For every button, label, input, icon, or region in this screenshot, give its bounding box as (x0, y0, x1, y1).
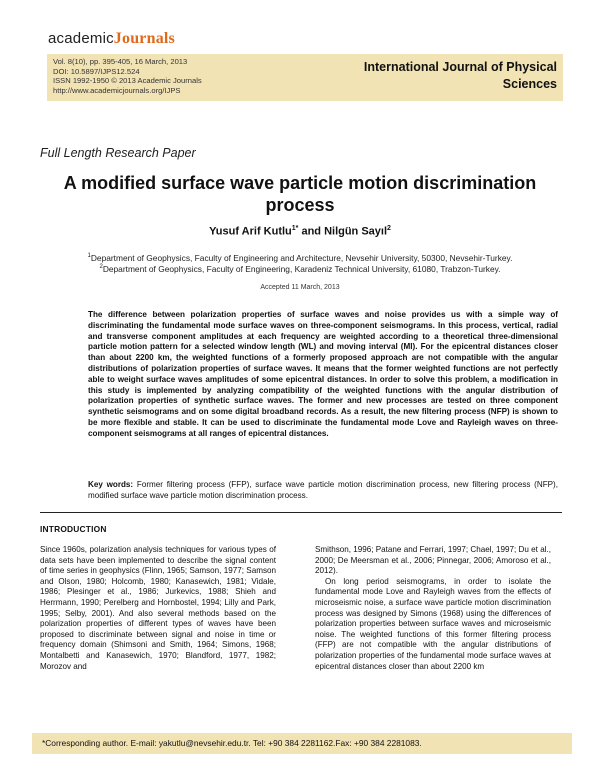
journal-header-banner (47, 54, 563, 101)
paper-type: Full Length Research Paper (40, 146, 196, 160)
introduction-heading: INTRODUCTION (40, 524, 107, 534)
accepted-date: Accepted 11 March, 2013 (260, 284, 340, 291)
keywords-label: Key words: (88, 480, 134, 489)
intro-paragraph-1-cont: Smithson, 1996; Patane and Ferrari, 1997; Chael, 1997; Du et al., 2000; De Meersman et al., 2006; Pinnegar, 2006; Amoroso et al., 2012). (315, 545, 551, 576)
author-list (40, 225, 560, 238)
affiliation-1-text: Department of Geophysics, Faculty of Engineering and Architecture, Nevsehir University, 50300, Nevsehir-Turkey. (90, 252, 513, 263)
author-1: Yusuf Arif Kutlu (209, 225, 292, 238)
author-and: and (298, 225, 325, 238)
intro-paragraph-1: Since 1960s, polarization analysis techniques for various types of data sets have been implemented to describe the signal content of time series in geophysics (Flinn, 1965; Samson, 1977; Samson and Olson, 1980; Holcomb, 1980; Kanasewich, 1981; Vidale, 1986; Plesinger et al., 1986; Jurkevics, 1988; Shieh and Herrmann, 1990; Perelberg and Hornbostel, 1994; Lilly and Park, 1995; Selby, 2001). And also several methods based on the polarization properties of different types of waves have been proposed to discriminate between signal and noise in time or frequency domain (Shimsoni and Smith, 1964; Simons, 1968; Montalbetti and Kanasewich, 1970; Blandford, 1977, 1982; Morozov and (40, 545, 276, 671)
abstract: The difference between polarization properties of surface waves and noise provides us with a simple way of discriminating the fundamental mode surface waves on three-component seismograms. In this process, vertical, radial and transverse component amplitudes at each frequency are weighted according to a theoretical three-dimensional particle motion pattern for a selected window length (WL) and moving interval (MI). For the epicentral distances closer than about 2200 km, the weighted functions of a formerly proposed approach are not compatible with the angular distributions of polarization properties of surface waves. It means that the former weighted functions are not perfectly able to weight surface waves amplitudes of some epicentral distances. In order to solve this problem, a modification in this study is implemented by analyzing compatibility of the weighted functions with the angular distribution of polarization properties of synthetic surface waves. The former and new processes are tested on three component synthetic seismograms and on some digital broadband records. As a result, the new filtering process (NFP) is shown to be more flexible and stable. It can be used to discriminate the fundamental mode Love and Rayleigh waves on three-component seismograms at all ranges of epicentral distances. (88, 310, 558, 438)
corresponding-author: *Corresponding author. E-mail: yakutlu@nevsehir.edu.tr. Tel: +90 384 2281162.Fax: +90 384 2281083. (42, 738, 422, 748)
keywords-text: Former filtering process (FFP), surface wave particle motion discrimination process, new filtering process (NFP), modified surface wave particle motion discrimination process. (88, 480, 558, 500)
meta-issn: ISSN 1992-1950 © 2013 Academic Journals (53, 76, 202, 86)
affiliation-2-text: Department of Geophysics, Faculty of Engineering, Karadeniz Technical University, 61080, Trabzon-Turkey. (102, 263, 501, 274)
affiliation-1-marker: 1 (87, 253, 91, 259)
intro-column-left (40, 545, 276, 672)
logo-suffix: Journals (113, 30, 175, 47)
logo-prefix: academic (48, 30, 114, 47)
author-2: Nilgün Sayıl (324, 225, 388, 238)
journal-name (327, 59, 557, 93)
author-1-affil: 1* (291, 225, 299, 232)
journal-name-line2: Sciences (502, 77, 557, 91)
affiliation-2 (40, 262, 560, 275)
publisher-logo (48, 30, 175, 48)
meta-volume: Vol. 8(10), pp. 395-405, 16 March, 2013 (53, 57, 188, 66)
affiliation-2-marker: 2 (99, 264, 103, 270)
meta-doi: DOI: 10.5897/IJPS12.524 (53, 66, 140, 76)
author-2-affil: 2 (387, 225, 391, 232)
intro-paragraph-2: On long period seismograms, in order to isolate the fundamental mode Love and Rayleigh waves from the effects of microseismic noise, a surface wave particle motion discrimination process was designed by Simons (1968) using the differences of polarization properties between surface waves and microseismic noise. The weighted functions of this former filtering process (FFP) are not compatible with the angular distributions of polarization properties of the fundamental mode surface waves at epicentral distances closer than about 2200 km (315, 576, 551, 671)
paper-title: A modified surface wave particle motion discrimination process (63, 173, 537, 215)
intro-column-right (315, 545, 551, 672)
publication-meta (53, 57, 202, 95)
corresponding-author-banner (32, 733, 572, 754)
keywords (88, 480, 558, 502)
meta-url[interactable]: http://www.academicjournals.org/IJPS (53, 85, 181, 95)
section-divider (40, 512, 562, 513)
journal-name-line1: International Journal of Physical (363, 60, 557, 74)
